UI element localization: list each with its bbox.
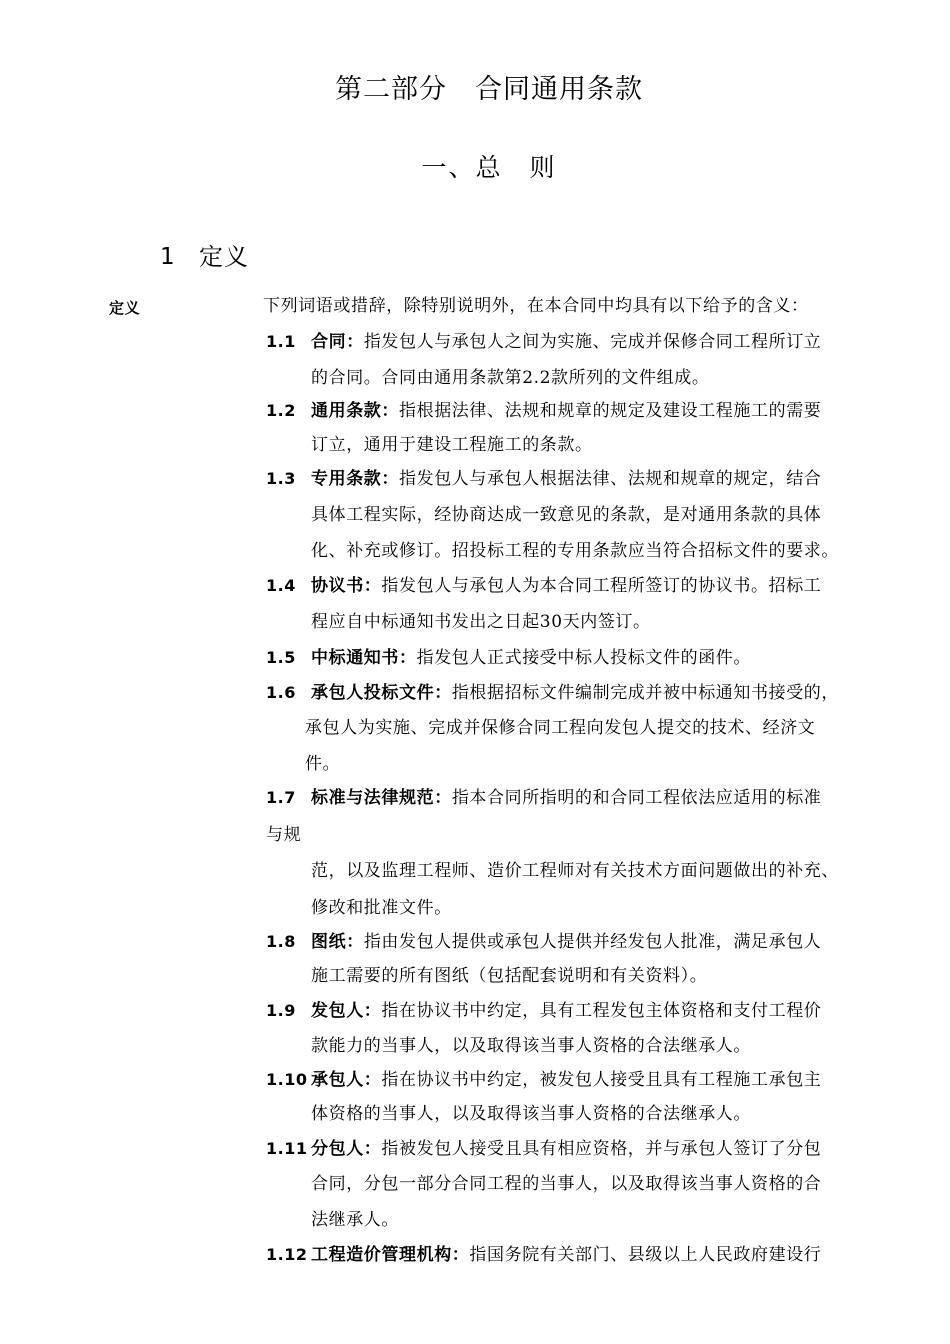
- clause-line: 承包人：指在协议书中约定，被发包人接受且具有工程施工承包主: [311, 1070, 822, 1090]
- clause-line: 图纸：指由发包人提供或承包人提供并经发包人批准，满足承包人: [311, 932, 822, 952]
- intro-paragraph: 下列词语或措辞，除特别说明外，在本合同中均具有以下给予的含义：: [263, 296, 809, 316]
- clause-line: 工程造价管理机构：指国务院有关部门、县级以上人民政府建设行: [311, 1245, 822, 1265]
- clause-line: 专用条款：指发包人与承包人根据法律、法规和规章的规定，结合: [311, 469, 822, 489]
- clause-term: 标准与法律规范：: [311, 788, 452, 808]
- clause-line: 与规: [266, 825, 302, 845]
- clause-number: 1.5: [266, 648, 296, 667]
- clause-line: 通用条款：指根据法律、法规和规章的规定及建设工程施工的需要: [311, 401, 822, 421]
- clause-line: 中标通知书：指发包人正式接受中标人投标文件的函件。: [311, 648, 752, 668]
- clause-term: 承包人：: [311, 1070, 382, 1090]
- clause-line: 程应自中标通知书发出之日起30天内签订。: [311, 612, 651, 632]
- clause-number: 1.7: [266, 788, 296, 807]
- clause-line: 协议书：指发包人与承包人为本合同工程所签订的协议书。招标工: [311, 576, 822, 596]
- clause-number: 1.8: [266, 932, 296, 951]
- clause-line: 施工需要的所有图纸（包括配套说明和有关资料）。: [311, 966, 708, 986]
- clause-line: 化、补充或修订。招投标工程的专用条款应当符合招标文件的要求。: [311, 541, 839, 561]
- clause-line: 具体工程实际，经协商达成一致意见的条款，是对通用条款的具体: [311, 505, 822, 525]
- margin-label: 定义: [109, 299, 141, 317]
- clause-term: 中标通知书：: [311, 648, 417, 668]
- clause-term: 合同：: [311, 332, 364, 352]
- clause-term: 通用条款：: [311, 401, 399, 421]
- clause-line: 法继承人。: [311, 1210, 399, 1230]
- clause-number: 1.10: [266, 1070, 308, 1089]
- clause-term: 发包人：: [311, 1001, 382, 1021]
- part-title: 第二部分 合同通用条款: [335, 74, 643, 105]
- clause-number: 1.2: [266, 401, 296, 420]
- clause-line: 承包人为实施、完成并保修合同工程向发包人提交的技术、经济文: [305, 718, 816, 738]
- clause-line: 合同，分包一部分合同工程的当事人，以及取得该当事人资格的合: [311, 1174, 822, 1194]
- clause-term: 专用条款：: [311, 469, 399, 489]
- clause-line: 承包人投标文件：指根据招标文件编制完成并被中标通知书接受的，: [311, 683, 840, 703]
- clause-number: 1.6: [266, 683, 296, 702]
- clause-number: 1.1: [266, 332, 296, 351]
- clause-term: 分包人：: [311, 1139, 382, 1159]
- clause-line: 订立，通用于建设工程施工的条款。: [311, 435, 593, 455]
- clause-number: 1.9: [266, 1001, 296, 1020]
- clause-term: 协议书：: [311, 576, 382, 596]
- clause-term: 工程造价管理机构：: [311, 1245, 470, 1265]
- clause-number: 1.12: [266, 1245, 308, 1264]
- clause-number: 1.11: [266, 1139, 308, 1158]
- clause-line: 发包人：指在协议书中约定，具有工程发包主体资格和支付工程价: [311, 1001, 822, 1021]
- clause-term: 图纸：: [311, 932, 364, 952]
- section-title: 定义: [199, 243, 249, 271]
- clause-line: 件。: [305, 754, 341, 774]
- chapter-title: 一、总 则: [421, 153, 557, 182]
- clause-line: 范，以及监理工程师、造价工程师对有关技术方面问题做出的补充、: [311, 861, 839, 881]
- clause-line: 标准与法律规范：指本合同所指明的和合同工程依法应适用的标准: [311, 788, 822, 808]
- clause-term: 承包人投标文件：: [311, 683, 452, 703]
- clause-number: 1.3: [266, 469, 296, 488]
- section-number: 1: [160, 244, 176, 270]
- clause-line: 款能力的当事人，以及取得该当事人资格的合法继承人。: [311, 1036, 751, 1056]
- clause-line: 的合同。合同由通用条款第2.2款所列的文件组成。: [311, 368, 710, 388]
- clause-number: 1.4: [266, 576, 296, 595]
- clause-line: 体资格的当事人，以及取得该当事人资格的合法继承人。: [311, 1104, 751, 1124]
- clause-line: 分包人：指被发包人接受且具有相应资格，并与承包人签订了分包: [311, 1139, 822, 1159]
- clause-line: 合同：指发包人与承包人之间为实施、完成并保修合同工程所订立: [311, 332, 822, 352]
- clause-line: 修改和批准文件。: [311, 898, 452, 918]
